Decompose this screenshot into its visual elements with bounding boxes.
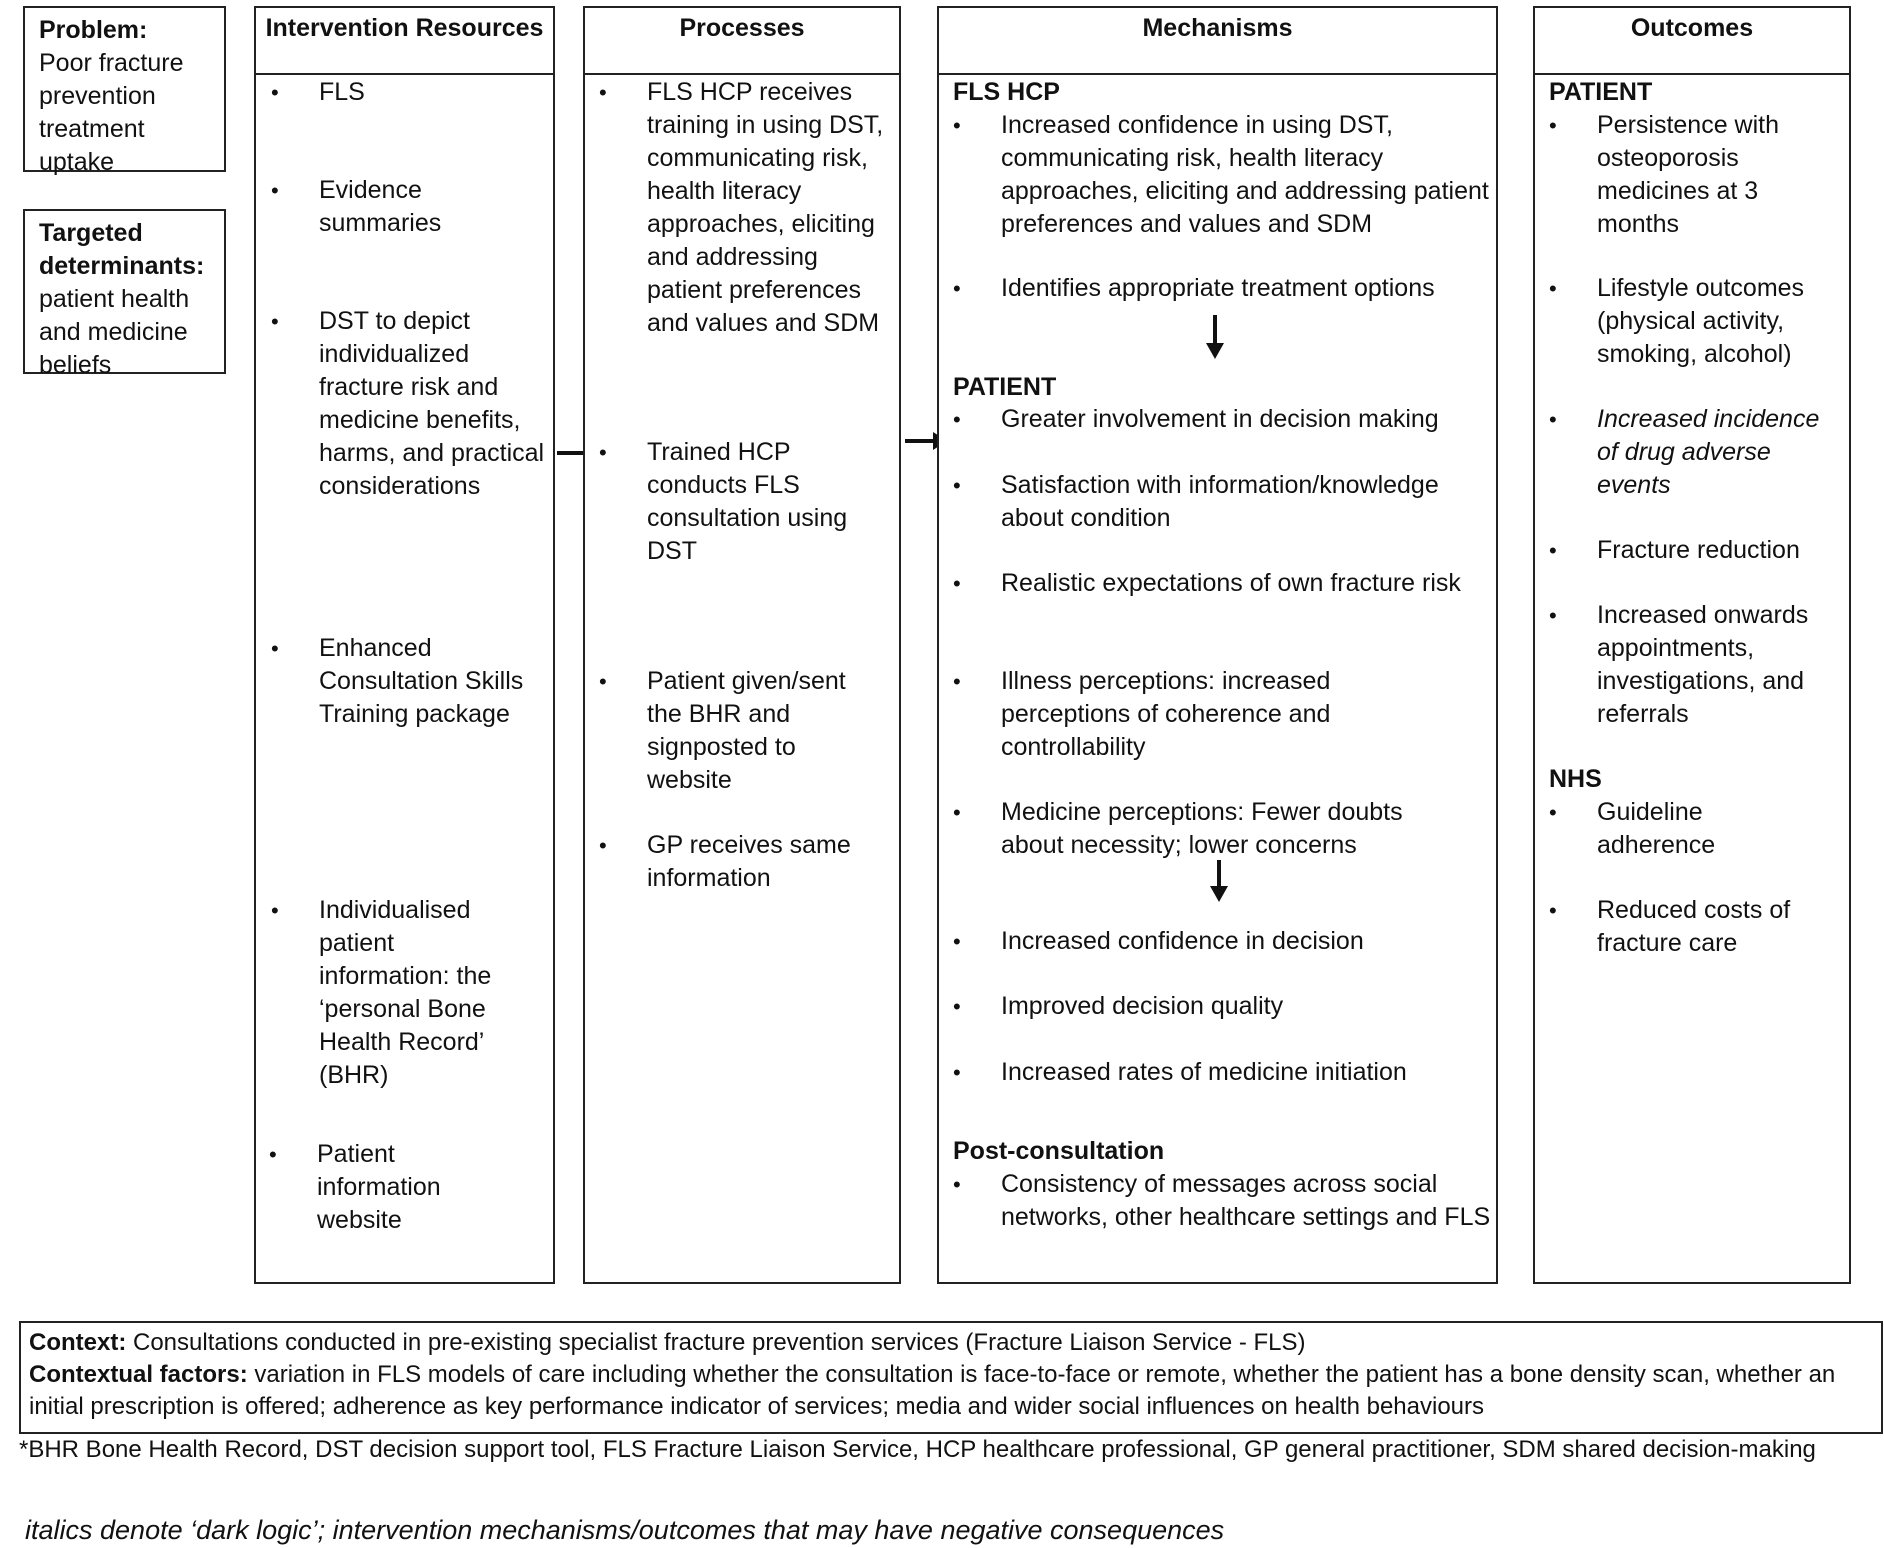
- process-item: FLS HCP receives training in using DST, communicating risk, health literacy approaches, eliciting and addressing patient preferences and values and SDM: [647, 78, 884, 337]
- bullet-icon: •: [1549, 898, 1557, 923]
- outcome-item: Guideline adherence: [1597, 798, 1716, 859]
- bullet-icon: •: [599, 669, 607, 694]
- targeted-determinants-box: [23, 209, 226, 379]
- bullet-icon: •: [1549, 538, 1557, 563]
- outcome-item-dark-logic: Increased incidence of drug adverse events: [1597, 405, 1820, 499]
- bullet-icon: •: [271, 178, 279, 203]
- bullet-icon: •: [953, 669, 961, 694]
- mechanisms-patient-title: PATIENT: [953, 373, 1057, 401]
- bullet-icon: •: [953, 800, 961, 825]
- bullet-icon: •: [271, 309, 279, 334]
- mechanisms-post-title: Post-consultation: [953, 1137, 1165, 1165]
- bullet-icon: •: [1549, 113, 1557, 138]
- bullet-icon: •: [953, 571, 961, 596]
- process-item: GP receives same information: [647, 831, 851, 892]
- bullet-icon: •: [271, 636, 279, 661]
- bullet-icon: •: [953, 1172, 961, 1197]
- bullet-icon: •: [953, 1060, 961, 1085]
- bullet-icon: •: [269, 1142, 277, 1167]
- context-box: [19, 1321, 1883, 1434]
- outcomes-nhs-title: NHS: [1549, 765, 1602, 793]
- bullet-icon: •: [1549, 800, 1557, 825]
- bullet-icon: •: [1549, 276, 1557, 301]
- mechanisms-hcp-title: FLS HCP: [953, 78, 1060, 106]
- resource-item: FLS: [319, 78, 365, 106]
- mechanism-item: Increased confidence in decision: [1001, 927, 1364, 955]
- context-text: Consultations conducted in pre-existing specialist fracture prevention services (Fracture Liaison Service - FLS): [133, 1329, 1306, 1356]
- column-header-mechanisms: Mechanisms: [939, 8, 1496, 75]
- bullet-icon: •: [599, 80, 607, 105]
- problem-label: Problem:: [39, 16, 148, 44]
- problem-box: [23, 6, 226, 176]
- outcome-item: Lifestyle outcomes (physical activity, smoking, alcohol): [1597, 274, 1805, 368]
- bullet-icon: •: [953, 929, 961, 954]
- process-item: Patient given/sent the BHR and signposted to website: [647, 667, 846, 794]
- bullet-icon: •: [271, 80, 279, 105]
- mechanism-item: Greater involvement in decision making: [1001, 405, 1439, 433]
- arrow-down-icon: [1203, 313, 1227, 361]
- bullet-icon: •: [271, 898, 279, 923]
- bullet-icon: •: [1549, 603, 1557, 628]
- mechanism-item: Satisfaction with information/knowledge about condition: [1001, 471, 1439, 532]
- abbreviations-footnote: *BHR Bone Health Record, DST decision support tool, FLS Fracture Liaison Service, HCP healthcare professional, GP general practitioner, SDM shared decision-making: [19, 1436, 1816, 1463]
- bullet-icon: •: [1549, 407, 1557, 432]
- context-label: Context:: [29, 1329, 127, 1356]
- resource-item: DST to depict individualized fracture risk and medicine benefits, harms, and practical considerations: [319, 307, 545, 500]
- mechanism-item: Increased rates of medicine initiation: [1001, 1058, 1407, 1086]
- resource-item: Individualised patient information: the ‘personal Bone Health Record’ (BHR): [319, 896, 492, 1089]
- bullet-icon: •: [599, 833, 607, 858]
- resource-item: Enhanced Consultation Skills Training package: [319, 634, 524, 728]
- mechanism-item: Identifies appropriate treatment options: [1001, 274, 1435, 302]
- column-header-outcomes: Outcomes: [1535, 8, 1849, 75]
- bullet-icon: •: [599, 440, 607, 465]
- bullet-icon: •: [953, 113, 961, 138]
- bullet-icon: •: [953, 473, 961, 498]
- column-header-resources: Intervention Resources: [256, 8, 553, 75]
- outcome-item: Persistence with osteoporosis medicines at 3 months: [1597, 111, 1780, 238]
- column-header-processes: Processes: [585, 8, 899, 75]
- contextual-factors-text: variation in FLS models of care including whether the consultation is face-to-face or remote, whether the patient has a bone density scan, whether an initial prescription is offered; adherence as key performance indicator of services; media and wider social influences on health behaviours: [29, 1361, 1836, 1420]
- contextual-factors-label: Contextual factors:: [29, 1361, 248, 1388]
- outcome-item: Reduced costs of fracture care: [1597, 896, 1791, 957]
- targeted-label: Targeted determinants:: [39, 219, 205, 280]
- bullet-icon: •: [953, 994, 961, 1019]
- mechanism-item: Increased confidence in using DST, communicating risk, health literacy approaches, eliciting and addressing patient preferences and values and SDM: [1001, 111, 1489, 238]
- process-item: Trained HCP conducts FLS consultation using DST: [647, 438, 848, 565]
- mechanism-item: Consistency of messages across social networks, other healthcare settings and FLS: [1001, 1170, 1491, 1231]
- problem-text: Poor fracture prevention treatment uptake: [39, 49, 184, 176]
- bullet-icon: •: [953, 407, 961, 432]
- resource-item: Evidence summaries: [319, 176, 442, 237]
- outcome-item: Fracture reduction: [1597, 536, 1800, 564]
- mechanism-item: Illness perceptions: increased perceptions of coherence and controllability: [1001, 667, 1331, 761]
- targeted-text: patient health and medicine beliefs: [39, 285, 190, 379]
- mechanism-item: Medicine perceptions: Fewer doubts about necessity; lower concerns: [1001, 798, 1403, 859]
- arrow-down-icon: [1207, 858, 1231, 904]
- resource-item: Patient information website: [317, 1140, 441, 1234]
- bullet-icon: •: [953, 276, 961, 301]
- outcomes-patient-title: PATIENT: [1549, 78, 1653, 106]
- mechanism-item: Improved decision quality: [1001, 992, 1284, 1020]
- outcome-item: Increased onwards appointments, investigations, and referrals: [1597, 601, 1809, 728]
- mechanism-item: Realistic expectations of own fracture risk: [1001, 569, 1461, 597]
- dark-logic-legend: italics denote ‘dark logic’; intervention mechanisms/outcomes that may have negative consequences: [25, 1515, 1225, 1545]
